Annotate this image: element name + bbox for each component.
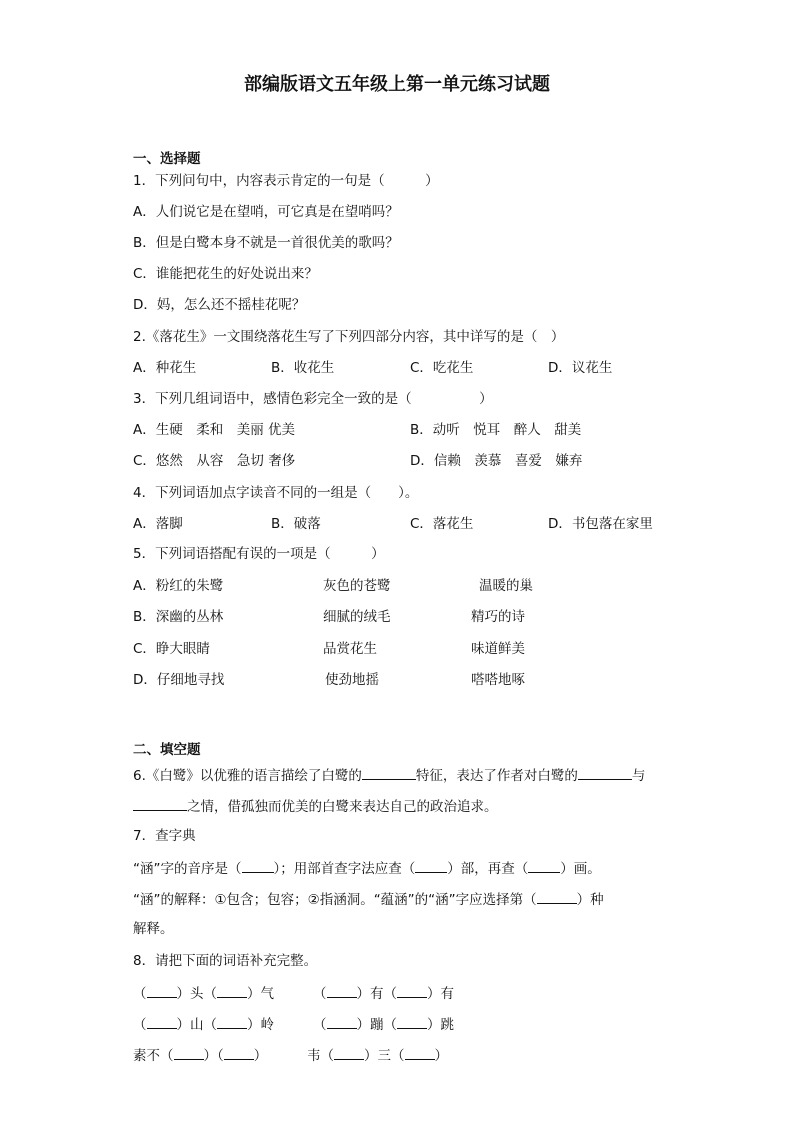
question-4-option-c: C．落花生 — [410, 516, 474, 532]
question-5-row-b-col2: 细腻的绒毛 — [323, 609, 391, 625]
question-4-option-d: D．书包落在家里 — [548, 516, 653, 532]
question-7-line-3: 解释。 — [133, 921, 174, 937]
answer-blank[interactable] — [327, 983, 357, 998]
question-8-row-1: （ ）头（ ）气 — [133, 983, 274, 1003]
question-1-option-c: C．谁能把花生的好处说出来？ — [133, 266, 318, 282]
answer-blank[interactable] — [397, 1014, 427, 1029]
question-8-stem: 8．请把下面的词语补充完整。 — [133, 953, 318, 969]
question-1-option-b: B．但是白鹭本身不就是一首很优美的歌吗？ — [133, 235, 399, 251]
question-3-option-c: C．悠然 从容 急切 奢侈 — [133, 453, 296, 469]
section-heading-choice: 一、选择题 — [133, 151, 201, 167]
question-7-line-2: “涵”的解释：①包含；包容；②指涵洞。“蕴涵”的“涵”字应选择第（ ）种 — [133, 889, 604, 909]
question-5-row-d-col2: 使劲地摇 — [325, 672, 379, 688]
question-3-option-b: B．动听 悦耳 醉人 甜美 — [410, 422, 582, 438]
question-5-row-d-col1: D．仔细地寻找 — [133, 672, 225, 688]
question-8-row-3b: 韦（ ）三（ ） — [307, 1045, 448, 1065]
answer-blank[interactable] — [537, 889, 577, 904]
answer-blank[interactable] — [147, 1014, 177, 1029]
answer-blank[interactable] — [224, 1045, 254, 1060]
section-heading-fill-blank: 二、填空题 — [133, 742, 201, 758]
question-2-option-a: A．种花生 — [133, 360, 197, 376]
question-5-stem: 5．下列词语搭配有误的一项是（ ） — [133, 546, 385, 562]
question-8-row-2: （ ）山（ ）岭 — [133, 1014, 274, 1034]
question-5-row-c-col2: 品赏花生 — [323, 641, 377, 657]
answer-blank[interactable] — [528, 858, 560, 873]
question-1-option-a: A．人们说它是在望哨，可它真是在望哨吗？ — [133, 204, 399, 220]
answer-blank[interactable] — [415, 858, 447, 873]
question-3-option-d: D．信赖 羡慕 喜爱 嫌弃 — [410, 453, 583, 469]
answer-blank[interactable] — [397, 983, 427, 998]
question-4-stem: 4．下列词语加点字读音不同的一组是（ ）。 — [133, 485, 419, 501]
answer-blank[interactable] — [334, 1045, 364, 1060]
question-2-option-d: D．议花生 — [548, 360, 613, 376]
question-5-row-d-col3: 嗒嗒地啄 — [471, 672, 525, 688]
question-3-option-a: A．生硬 柔和 美丽 优美 — [133, 422, 296, 438]
question-5-row-c-col3: 味道鲜美 — [471, 641, 525, 657]
answer-blank[interactable] — [133, 796, 187, 811]
answer-blank[interactable] — [405, 1045, 435, 1060]
answer-blank[interactable] — [217, 983, 247, 998]
answer-blank[interactable] — [578, 765, 632, 780]
question-2-option-b: B．收花生 — [271, 360, 335, 376]
question-1-option-d: D．妈，怎么还不摇桂花呢？ — [133, 297, 306, 313]
question-4-option-a: A．落脚 — [133, 516, 183, 532]
answer-blank[interactable] — [147, 983, 177, 998]
answer-blank[interactable] — [362, 765, 416, 780]
question-6-line-2: 之情，借孤独而优美的白鹭来表达自己的政治追求。 — [133, 796, 498, 816]
question-5-row-a-col1: A．粉红的朱鹭 — [133, 578, 224, 594]
page-title: 部编版语文五年级上第一单元练习试题 — [244, 74, 550, 95]
question-6-line-1: 6.《白鹭》以优雅的语言描绘了白鹭的 特征，表达了作者对白鹭的 与 — [133, 765, 645, 785]
question-1-stem: 1．下列问句中，内容表示肯定的一句是（ ） — [133, 173, 439, 189]
question-5-row-c-col1: C．睁大眼睛 — [133, 641, 210, 657]
question-5-row-b-col3: 精巧的诗 — [471, 609, 525, 625]
question-7-line-1: “涵”字的音序是（ ）；用部首查字法应查（ ）部，再查（ ）画。 — [133, 858, 601, 878]
question-2-stem: 2.《落花生》一文围绕落花生写了下列四部分内容，其中详写的是（ ） — [133, 329, 565, 345]
question-8-row-1b: （ ）有（ ）有 — [313, 983, 454, 1003]
question-3-stem: 3．下列几组词语中，感情色彩完全一致的是（ ） — [133, 391, 493, 407]
answer-blank[interactable] — [242, 858, 274, 873]
answer-blank[interactable] — [217, 1014, 247, 1029]
question-8-row-2b: （ ）蹦（ ）跳 — [313, 1014, 454, 1034]
question-7-stem: 7．查字典 — [133, 828, 196, 844]
answer-blank[interactable] — [327, 1014, 357, 1029]
question-5-row-a-col3: 温暖的巢 — [479, 578, 533, 594]
answer-blank[interactable] — [174, 1045, 204, 1060]
question-5-row-b-col1: B．深幽的丛林 — [133, 609, 224, 625]
question-8-row-3: 素不（ ）（ ） — [133, 1045, 267, 1065]
question-4-option-b: B．破落 — [271, 516, 321, 532]
question-5-row-a-col2: 灰色的苍鹭 — [323, 578, 391, 594]
question-2-option-c: C．吃花生 — [410, 360, 474, 376]
